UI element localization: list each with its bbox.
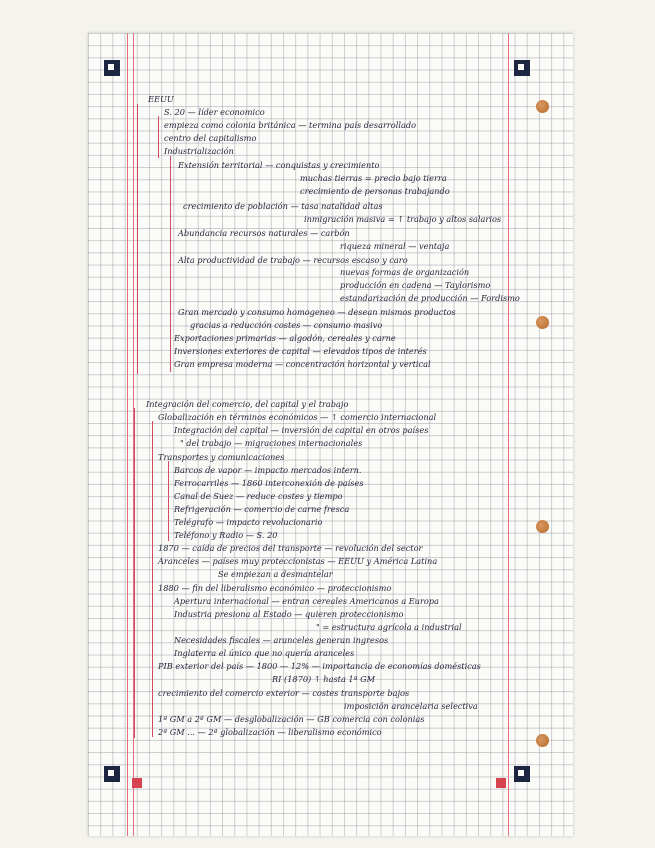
note-line: Gran mercado y consumo homogeneo — desean mismos productos (178, 307, 456, 317)
outline-bracket (137, 104, 138, 374)
note-line: Refrigeración — comercio de carne fresca (174, 504, 350, 514)
outline-bracket (152, 421, 153, 737)
note-line: centro del capitalismo (164, 133, 257, 143)
punch-hole-icon (536, 520, 549, 533)
note-line: Extensión territorial — conquistas y crecimiento (178, 160, 380, 170)
note-line: empieza como colonia británica — termina país desarrollado (164, 120, 417, 130)
note-line: Teléfono y Radio — S. 20 (174, 530, 278, 540)
note-line: Inversiones exteriores de capital — elevados tipos de interés (174, 346, 427, 356)
note-line: riqueza mineral — ventaja (340, 241, 450, 251)
note-line: Abundancia recursos naturales — carbón (178, 228, 350, 238)
note-line: gracias a reducción costes — consumo masivo (190, 320, 383, 330)
note-line: Canal de Suez — reduce costes y tiempo (174, 491, 343, 501)
note-line: Integración del capital — inversión de capital en otros países (174, 425, 429, 435)
note-line: " del trabajo — migraciones internacionales (180, 438, 363, 448)
note-line: crecimiento del comercio exterior — costes transporte bajos (158, 688, 410, 698)
corner-square-icon (496, 778, 506, 788)
note-line: Telégrafo — impacto revolucionario (174, 517, 323, 527)
outline-bracket (168, 461, 169, 541)
note-line: Industria presiona al Estado — quieren proteccionismo (174, 609, 404, 619)
outline-bracket (158, 116, 159, 158)
note-line: muchas tierras = precio bajo tierra (300, 173, 447, 183)
punch-hole-icon (536, 100, 549, 113)
note-line: RI (1870) ↑ hasta 1ª GM (272, 674, 376, 684)
punch-hole-icon (536, 734, 549, 747)
note-line: Aranceles — países muy proteccionistas — EEUU y América Latina (158, 556, 438, 566)
note-line: EEUU (148, 94, 174, 104)
note-line: 1880 — fin del liberalismo económico — proteccionismo (158, 583, 392, 593)
note-line: crecimiento de población — tasa natalidad altas (183, 201, 383, 211)
note-line: nuevas formas de organización (340, 267, 470, 277)
note-line: " = estructura agrícola a industrial (316, 622, 462, 632)
note-line: Ferrocarriles — 1860 interconexión de países (174, 478, 364, 488)
note-line: 1870 — caída de precios del transporte — revolución del sector (158, 543, 423, 553)
corner-mark-icon (514, 60, 530, 76)
corner-mark-icon (104, 60, 120, 76)
note-line: 1ª GM a 2ª GM — desglobalización — GB comercia con colonias (158, 714, 425, 724)
note-line: Industrialización (164, 146, 234, 156)
corner-square-icon (132, 778, 142, 788)
note-line: Integración del comercio, del capital y el trabajo (146, 399, 349, 409)
note-line: S. 20 — líder economico (164, 107, 265, 117)
corner-mark-icon (104, 766, 120, 782)
note-line: Gran empresa moderna — concentración horizontal y vertical (174, 359, 431, 369)
note-line: Globalización en términos económicos — ↑ comercio internacional (158, 412, 437, 422)
outline-bracket (170, 156, 171, 372)
note-line: Alta productividad de trabajo — recursos escaso y caro (178, 255, 408, 265)
note-line: inmigración masiva = ↑ trabajo y altos salarios (304, 214, 502, 224)
note-line: estandarización de producción — Fordismo (340, 293, 520, 303)
note-line: Transportes y comunicaciones (158, 452, 285, 462)
note-line: Exportaciones primarias — algodón, cereales y carne (174, 333, 396, 343)
note-line: Barcos de vapor — impacto mercados intern. (174, 465, 362, 475)
note-line: Se empiezan a desmantelar (218, 569, 333, 579)
note-line: imposición arancelaria selectiva (344, 701, 478, 711)
note-line: Necesidades fiscales — aranceles generan ingresos (174, 635, 389, 645)
note-line: Apertura internacional — entran cereales Americanos a Europa (174, 596, 439, 606)
note-line: Inglaterra el único que no quería aranceles (174, 648, 355, 658)
margin-line (127, 33, 128, 836)
punch-hole-icon (536, 316, 549, 329)
note-line: producción en cadena — Taylorismo (340, 280, 491, 290)
note-line: 2ª GM ... — 2ª globalización — liberalismo económico (158, 727, 382, 737)
note-line: PIB exterior del país — 1800 — 12% — importancia de economías domésticas (158, 661, 481, 671)
margin-line (508, 33, 509, 836)
note-line: crecimiento de personas trabajando (300, 186, 450, 196)
outline-bracket (134, 408, 135, 738)
corner-mark-icon (514, 766, 530, 782)
